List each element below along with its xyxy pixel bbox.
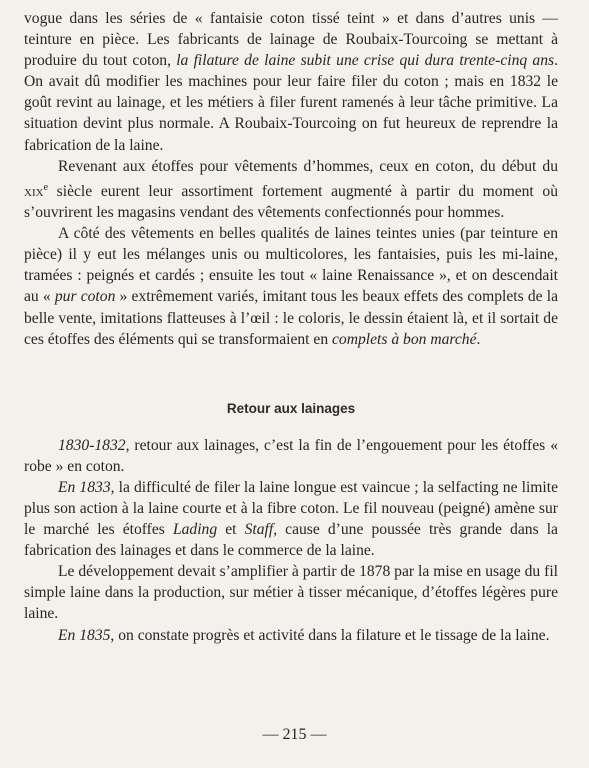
text-run: et: [217, 521, 245, 539]
small-caps-run: xix: [24, 182, 44, 200]
text-run: siècle eurent leur assortiment fortement augmenté à partir du moment où s’ouvrirent les magasins vendant des vêtements confectionnés pour hommes.: [24, 182, 558, 222]
page-number: — 215 —: [262, 726, 327, 743]
text-run: Revenant aux étoffes pour vêtements d’hommes, ceux en coton, du début du: [58, 157, 558, 175]
text-run: » extrêmement variés, imitant tous les beaux effets des complets de la belle vente, imitations flatteuses à l’œil : le coloris, le dessin étaient là, et il sortait de ces étoffes des éléments qui se transformaient en: [24, 288, 558, 348]
body-text-top: [24, 8, 558, 350]
paragraph: [24, 8, 558, 156]
italic-run: Staff: [244, 521, 274, 539]
italic-run: complets à bon marché: [332, 330, 477, 348]
paragraph: [24, 435, 558, 477]
text-run: la difficulté de filer la laine longue est vaincue ; la selfacting ne limite plus son action à la laine courte et à la fibre coton. Le fil nouveau (peigné) amène sur le marché les étoffes: [24, 478, 558, 539]
text-run: Le développement devait s’amplifier à partir de 1878 par la mise en usage du fil simple laine dans la production, sur métier à tisser mécanique, d’étoffes légères pure laine.: [24, 563, 558, 623]
text-run: , on constate progrès et activité dans la filature et le tissage de la laine.: [110, 626, 550, 644]
text-run: A côté des vêtements en belles qualités de laines teintes unies (par teinture en pièce) il y eut les mélanges unis ou multicolores, les fantaisies, puis les mi-laine, tramées : peignés et cardés ; ensuite les tout « laine Renaissance », et on descendait au «: [24, 225, 558, 306]
superscript-run: e: [43, 181, 49, 193]
text-run: .: [476, 330, 481, 348]
italic-run: pur coton: [54, 288, 116, 306]
section-heading: Retour aux lainages: [226, 400, 356, 416]
italic-run: En 1835: [58, 626, 111, 644]
italic-run: la filature de laine subit une crise qui dura trente-cinq ans: [176, 52, 555, 70]
text-run: retour aux lainages, c’est la fin de l’engouement pour les étoffes « robe » en coton.: [24, 436, 558, 475]
body-text-bottom: [24, 435, 558, 646]
paragraph: [24, 156, 558, 223]
paragraph: [24, 561, 558, 624]
italic-run: 1830-1832,: [58, 436, 130, 454]
paragraph: [24, 223, 558, 350]
paragraph: [24, 477, 558, 561]
paragraph: [24, 625, 558, 646]
text-run: vogue dans les séries de « fantaisie coton tissé teint » et dans d’autres unis — teinture en pièce. Les fabricants de lainage de Roubaix-Tourcoing se mettant à produire du tout coton,: [24, 10, 558, 70]
italic-run: En 1833,: [58, 478, 115, 496]
italic-run: Lading: [172, 521, 218, 539]
text-run: . On avait dû modifier les machines pour leur faire filer du coton ; mais en 1832 le goût revint au lainage, et les métiers à filer furent ramenés à leur tâche primitive. La situation devint plus normale. A Roubaix-Tourcoing on fut heureux de reprendre la fabrication de la laine.: [24, 52, 558, 154]
text-run: , cause d’une poussée très grande dans la fabrication des lainages et dans le commerce de la laine.: [24, 521, 558, 560]
